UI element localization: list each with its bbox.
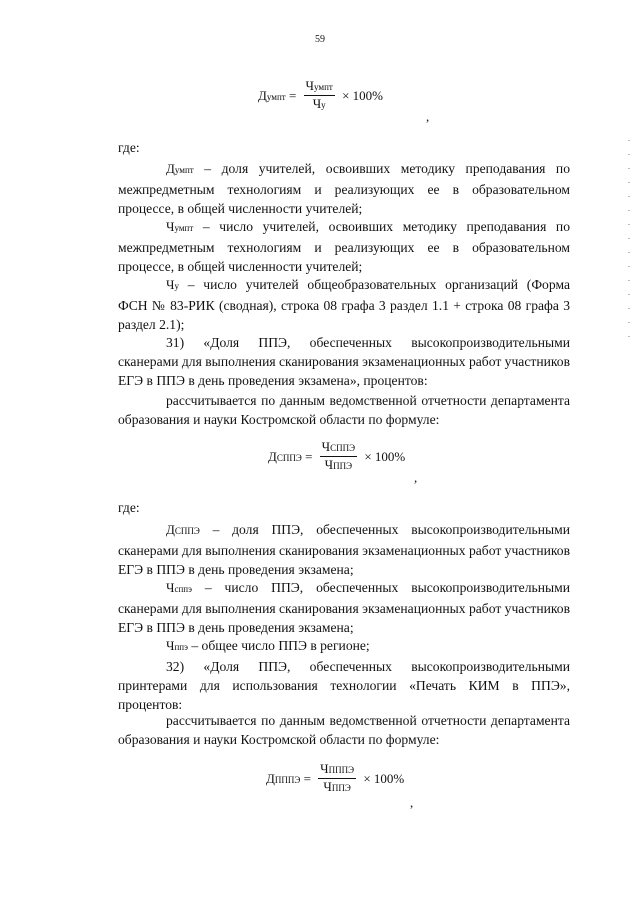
- scan-margin-marks: [628, 140, 630, 340]
- definition-chsppe: Чсппэ – число ППЭ, обеспеченных высокопроизводительными сканерами для выполнения сканирования экзаменационных работ участников ЕГЭ в ППЭ в день проведения экзамена;: [118, 580, 570, 636]
- formula-lhs: ДСППЭ: [268, 448, 302, 464]
- formula-numerator: ЧСППЭ: [320, 439, 357, 457]
- definition-term: ДСППЭ: [166, 522, 200, 537]
- formula-comma: ,: [426, 109, 430, 124]
- definition-term: Чсппэ: [166, 580, 192, 595]
- formula-dpppe: ДПППЭ = $\frac{\text{ЧПППЭ}}{\text{ЧППЭ}}$ × 100%: [266, 761, 405, 794]
- formula-denominator: ЧППЭ: [323, 779, 351, 794]
- calculation-note-31: рассчитывается по данным ведомственной отчетности департамента образования и науки Костромской области по формуле:: [118, 393, 570, 428]
- formula-denominator: Чу: [312, 96, 326, 111]
- definition-dumpt: Думпт – доля учителей, освоивших методику преподавания по межпредметным технологиям и реализующих ее в образовательном процессе, в общей численности учителей;: [118, 161, 570, 217]
- formula-lhs: ДПППЭ: [266, 770, 301, 786]
- formula-numerator: ЧПППЭ: [318, 761, 356, 779]
- definition-term: Чппэ: [166, 638, 188, 653]
- formula-multiplier: × 100%: [364, 448, 406, 464]
- definition-chumpt: Чумпт – число учителей, освоивших методику преподавания по межпредметным технологиям и реализующих ее в образовательном процессе, в общей численности учителей;: [118, 219, 570, 275]
- formula-lhs: Думпт: [258, 87, 286, 103]
- item-32: 32) «Доля ППЭ, обеспеченных высокопроизводительными принтерами для использования технологии «Печать КИМ в ППЭ», процентов:: [118, 659, 570, 713]
- formula-comma: ,: [414, 470, 418, 485]
- definition-chu: Чу – число учителей общеобразовательных организаций (Форма ФСН № 83-РИК (сводная), строка 08 графа 3 раздел 1.1 + строка 08 графа 3 раздел 2.1);: [118, 277, 570, 333]
- definition-term: Чумпт: [166, 219, 194, 234]
- where-label: где:: [118, 500, 140, 515]
- definition-term: Чу: [166, 277, 179, 292]
- formula-dsppe: ДСППЭ = $\frac{\text{ЧСППЭ}}{\text{ЧППЭ}}$ × 100%: [268, 439, 406, 472]
- definition-dsppe: ДСППЭ – доля ППЭ, обеспеченных высокопроизводительными сканерами для выполнения сканирования экзаменационных работ участников ЕГЭ в ППЭ в день проведения экзамена;: [118, 522, 570, 578]
- definition-term: Думпт: [166, 161, 194, 176]
- formula-comma: ,: [410, 795, 414, 810]
- where-label: где:: [118, 140, 140, 155]
- item-31: 31) «Доля ППЭ, обеспеченных высокопроизводительными сканерами для выполнения сканирования экзаменационных работ участников ЕГЭ в ППЭ в день проведения экзамена», процентов:: [118, 335, 570, 389]
- page-number: 59: [315, 34, 325, 45]
- formula-dumpt: Думпт = $\frac{\text{Чумпт}}{Чу}$ × 100%: [258, 78, 383, 111]
- formula-numerator: Чумпт: [304, 78, 335, 96]
- definition-chppe: Чппэ – общее число ППЭ в регионе;: [166, 638, 370, 653]
- formula-fraction: [318, 761, 356, 796]
- calculation-note-32: рассчитывается по данным ведомственной отчетности департамента образования и науки Костромской области по формуле:: [118, 713, 570, 748]
- formula-fraction: [320, 439, 357, 474]
- formula-fraction: [304, 78, 335, 113]
- formula-multiplier: × 100%: [342, 87, 383, 103]
- formula-multiplier: × 100%: [363, 770, 405, 786]
- formula-denominator: ЧППЭ: [324, 457, 353, 472]
